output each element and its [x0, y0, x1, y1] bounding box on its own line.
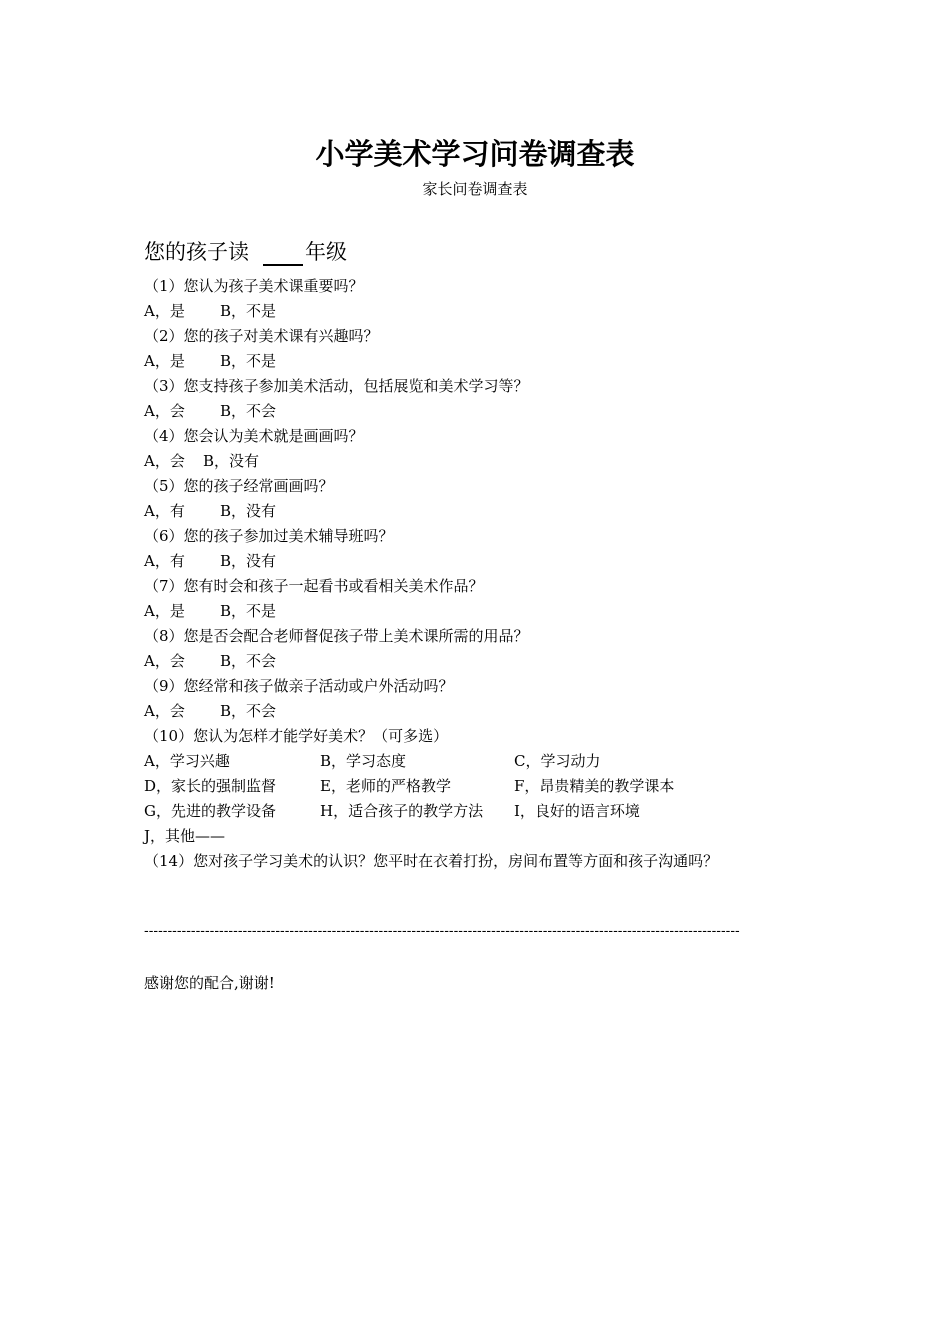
question-text: （4）您会认为美术就是画画吗？ [144, 427, 364, 445]
answer-row [144, 749, 864, 774]
option-i[interactable]: I，良好的语言环境 [514, 802, 640, 820]
option-a[interactable]: A，是 [144, 302, 185, 320]
grade-line [144, 236, 347, 266]
answer-row [144, 449, 864, 474]
answer-row [144, 649, 864, 674]
answer-row [144, 799, 864, 824]
question-text: （3）您支持孩子参加美术活动，包括展览和美术学习等？ [144, 377, 529, 395]
option-a[interactable]: A，有 [144, 552, 185, 570]
answer-row [144, 499, 864, 524]
divider-line: ------------------------------------------------------------------------------------------------------------------------------- [144, 924, 740, 939]
question-text: （10）您认为怎样才能学好美术？（可多选） [144, 727, 449, 745]
thanks-text: 感谢您的配合,谢谢! [144, 974, 275, 992]
option-a[interactable]: A，是 [144, 352, 185, 370]
question-text: （1）您认为孩子美术课重要吗？ [144, 277, 364, 295]
option-f[interactable]: F，昂贵精美的教学课本 [514, 777, 675, 795]
question-text: （2）您的孩子对美术课有兴趣吗？ [144, 327, 379, 345]
option-d[interactable]: D，家长的强制监督 [144, 777, 277, 795]
option-c[interactable]: C，学习动力 [514, 752, 601, 770]
answer-row [144, 299, 864, 324]
grade-suffix: 年级 [305, 240, 347, 264]
question-text: （14）您对孩子学习美术的认识？您平时在衣着打扮，房间布置等方面和孩子沟通吗？ [144, 852, 719, 870]
option-b[interactable]: B，不会 [220, 652, 277, 670]
question-text: （7）您有时会和孩子一起看书或看相关美术作品？ [144, 577, 484, 595]
option-b[interactable]: B，学习态度 [320, 752, 407, 770]
option-a[interactable]: A，会 [144, 452, 185, 470]
option-a[interactable]: A，是 [144, 602, 185, 620]
option-b[interactable]: B，不会 [220, 702, 277, 720]
option-b[interactable]: B，不是 [220, 602, 277, 620]
option-a[interactable]: A，学习兴趣 [144, 752, 230, 770]
answer-row [144, 699, 864, 724]
option-j[interactable]: J，其他—— [144, 827, 226, 845]
question-text: （6）您的孩子参加过美术辅导班吗？ [144, 527, 394, 545]
page-subtitle: 家长问卷调查表 [422, 180, 528, 198]
answer-row [144, 399, 864, 424]
option-b[interactable]: B，没有 [203, 452, 260, 470]
answer-row [144, 774, 864, 799]
option-a[interactable]: A，会 [144, 652, 185, 670]
answer-row [144, 599, 864, 624]
grade-prefix: 您的孩子读 [144, 240, 249, 264]
option-b[interactable]: B，没有 [220, 502, 277, 520]
page-title: 小学美术学习问卷调查表 [315, 137, 635, 171]
question-text: （9）您经常和孩子做亲子活动或户外活动吗？ [144, 677, 454, 695]
option-g[interactable]: G，先进的教学设备 [144, 802, 276, 820]
option-a[interactable]: A，会 [144, 702, 185, 720]
option-b[interactable]: B，没有 [220, 552, 277, 570]
option-h[interactable]: H，适合孩子的教学方法 [320, 802, 484, 820]
answer-row [144, 549, 864, 574]
option-b[interactable]: B，不是 [220, 352, 277, 370]
question-text: （5）您的孩子经常画画吗？ [144, 477, 334, 495]
option-b[interactable]: B，不是 [220, 302, 277, 320]
option-a[interactable]: A，会 [144, 402, 185, 420]
question-text: （8）您是否会配合老师督促孩子带上美术课所需的用品？ [144, 627, 529, 645]
grade-blank[interactable] [263, 240, 303, 266]
option-e[interactable]: E，老师的严格教学 [320, 777, 451, 795]
option-a[interactable]: A，有 [144, 502, 185, 520]
question-list [144, 274, 864, 874]
option-b[interactable]: B，不会 [220, 402, 277, 420]
answer-row [144, 349, 864, 374]
